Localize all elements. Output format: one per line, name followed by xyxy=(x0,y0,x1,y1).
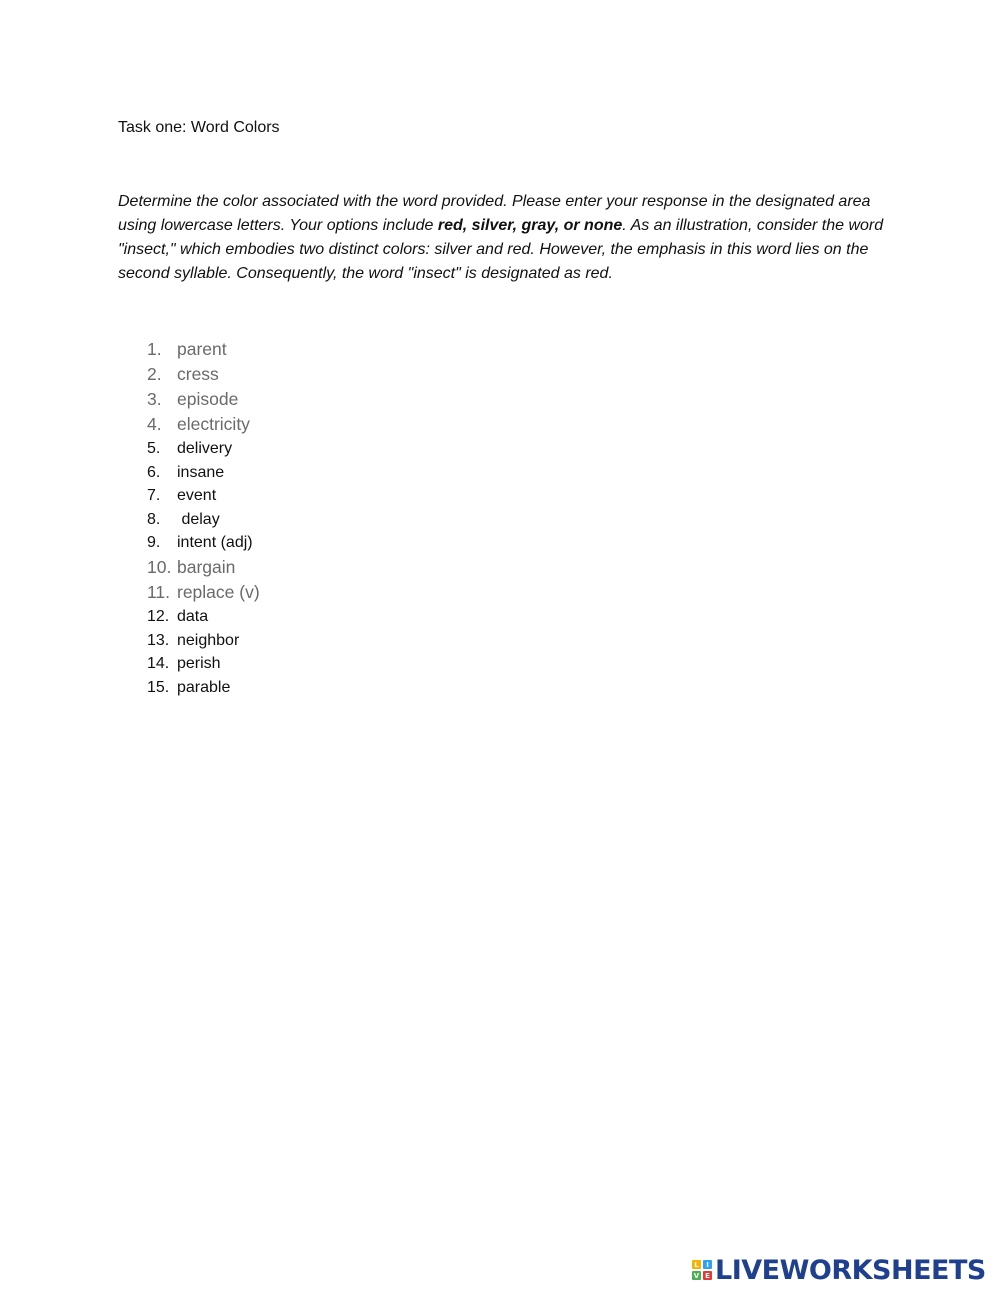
list-item xyxy=(147,580,260,605)
logo-tile-i: I xyxy=(703,1260,712,1269)
item-number: 14. xyxy=(147,655,170,673)
list-item xyxy=(147,531,260,555)
item-number: 1. xyxy=(147,339,162,359)
list-item xyxy=(147,605,260,629)
list-item xyxy=(147,555,260,580)
item-number: 8. xyxy=(147,510,161,528)
item-number: 5. xyxy=(147,440,161,457)
item-number: 12. xyxy=(147,607,170,625)
liveworksheets-logo xyxy=(692,1255,986,1285)
list-item xyxy=(147,461,260,485)
item-word: perish xyxy=(177,655,221,673)
item-number: 9. xyxy=(147,534,161,552)
item-word: bargain xyxy=(177,556,236,577)
item-number: 2. xyxy=(147,364,162,384)
item-word: neighbor xyxy=(177,631,240,649)
list-item xyxy=(147,484,260,508)
list-item xyxy=(147,412,260,437)
item-word: replace (v) xyxy=(177,581,260,602)
logo-tile-v: V xyxy=(693,1271,700,1280)
item-word: cress xyxy=(177,364,219,384)
list-item xyxy=(147,337,260,362)
item-word: parent xyxy=(177,339,227,359)
word-list xyxy=(147,337,260,699)
list-item xyxy=(147,387,260,412)
instructions-paragraph xyxy=(118,190,893,286)
item-word: episode xyxy=(177,389,239,409)
list-item xyxy=(147,362,260,387)
item-number: 11. xyxy=(147,581,171,602)
item-word: parable xyxy=(177,678,231,696)
instructions-text-1: Determine the color associated with the word provided. Please enter your response in the designated area using lowercase letters. Your options include xyxy=(118,193,871,234)
item-number: 15. xyxy=(147,678,170,696)
item-number: 7. xyxy=(147,487,161,505)
item-word: delivery xyxy=(177,440,233,457)
list-item xyxy=(147,437,260,461)
list-item xyxy=(147,508,260,532)
item-word: event xyxy=(177,487,217,505)
live-icon xyxy=(692,1260,712,1280)
item-word: intent (adj) xyxy=(177,534,253,552)
list-item xyxy=(147,676,260,700)
logo-text: LIVEWORKSHEETS xyxy=(715,1254,986,1286)
item-word: delay xyxy=(177,510,220,528)
item-word: data xyxy=(177,607,209,625)
task-title: Task one: Word Colors xyxy=(118,119,280,136)
item-word: insane xyxy=(177,463,225,481)
logo-tile-l: L xyxy=(692,1260,701,1269)
list-item xyxy=(147,652,260,676)
instructions-options: red, silver, gray, or none xyxy=(437,217,623,234)
item-number: 10. xyxy=(147,556,172,577)
item-number: 4. xyxy=(147,414,162,434)
item-number: 13. xyxy=(147,631,170,649)
item-word: electricity xyxy=(177,414,250,434)
item-number: 6. xyxy=(147,463,161,481)
instructions-text-2: . As an illustration, consider the word "insect," which embodies two distinct colors: silver and red. However, the emphasis in this word lies on the second syllable. Consequently, the word "insect" is designated as red. xyxy=(118,217,884,282)
item-number: 3. xyxy=(147,389,162,409)
logo-tile-e: E xyxy=(703,1271,712,1280)
list-item xyxy=(147,629,260,653)
